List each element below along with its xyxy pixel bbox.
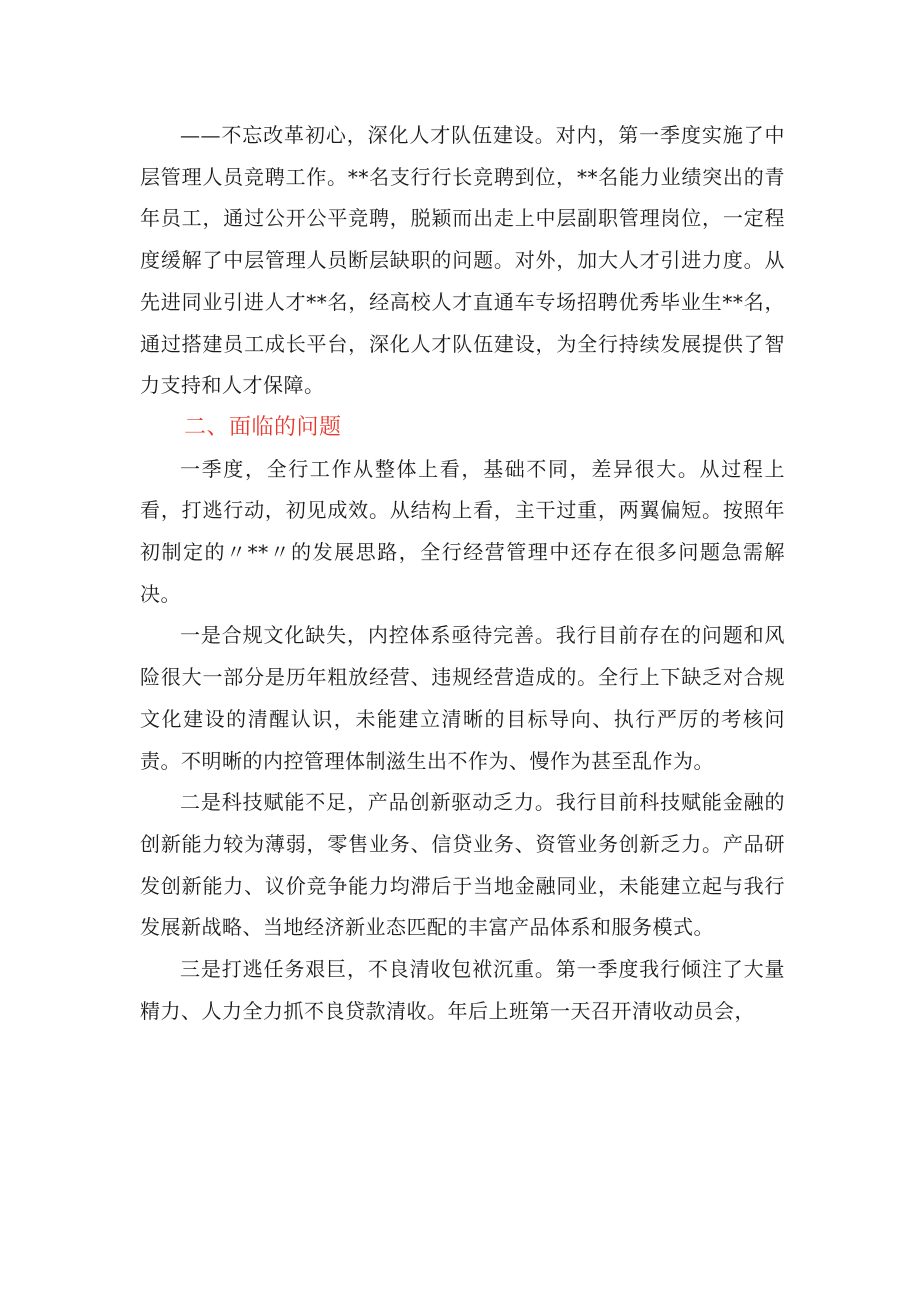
paragraph-talent-building: ——不忘改革初心，深化人才队伍建设。对内，第一季度实施了中层管理人员竞聘工作。**名支行行长竞聘到位，**名能力业绩突出的青年员工，通过公开公平竞聘，脱颖而出走上中层副职管理岗位，一定程度缓解了中层管理人员断层缺职的问题。对外，加大人才引进力度。从先进同业引进人才**名，经高校人才直通车专场招聘优秀毕业生**名，通过搭建员工成长平台，深化人才队伍建设，为全行持续发展提供了智力支持和人才保障。 [140,123,785,398]
paragraph-recovery: 三是打逃任务艰巨，不良清收包袱沉重。第一季度我行倾注了大量精力、人力全力抓不良贷款清收。年后上班第一天召开清收动员会， [140,957,785,1023]
document-body [140,115,785,1032]
section-heading-problems: 二、面临的问题 [184,414,342,440]
paragraph-overview: 一季度，全行工作从整体上看，基础不同，差异很大。从过程上看，打逃行动，初见成效。从结构上看，主干过重，两翼偏短。按照年初制定的〃**〃的发展思路，全行经营管理中还存在很多问题急需解决。 [140,456,785,606]
paragraph-compliance: 一是合规文化缺失，内控体系亟待完善。我行目前存在的问题和风险很大一部分是历年粗放经营、违规经营造成的。全行上下缺乏对合规文化建设的清醒认识，未能建立清晰的目标导向、执行严厉的考核问责。不明晰的内控管理体制滋生出不作为、慢作为甚至乱作为。 [140,623,785,773]
paragraph-technology: 二是科技赋能不足，产品创新驱动乏力。我行目前科技赋能金融的创新能力较为薄弱，零售业务、信贷业务、资管业务创新乏力。产品研发创新能力、议价竞争能力均滞后于当地金融同业，未能建立起与我行发展新战略、当地经济新业态匹配的丰富产品体系和服务模式。 [140,790,785,940]
